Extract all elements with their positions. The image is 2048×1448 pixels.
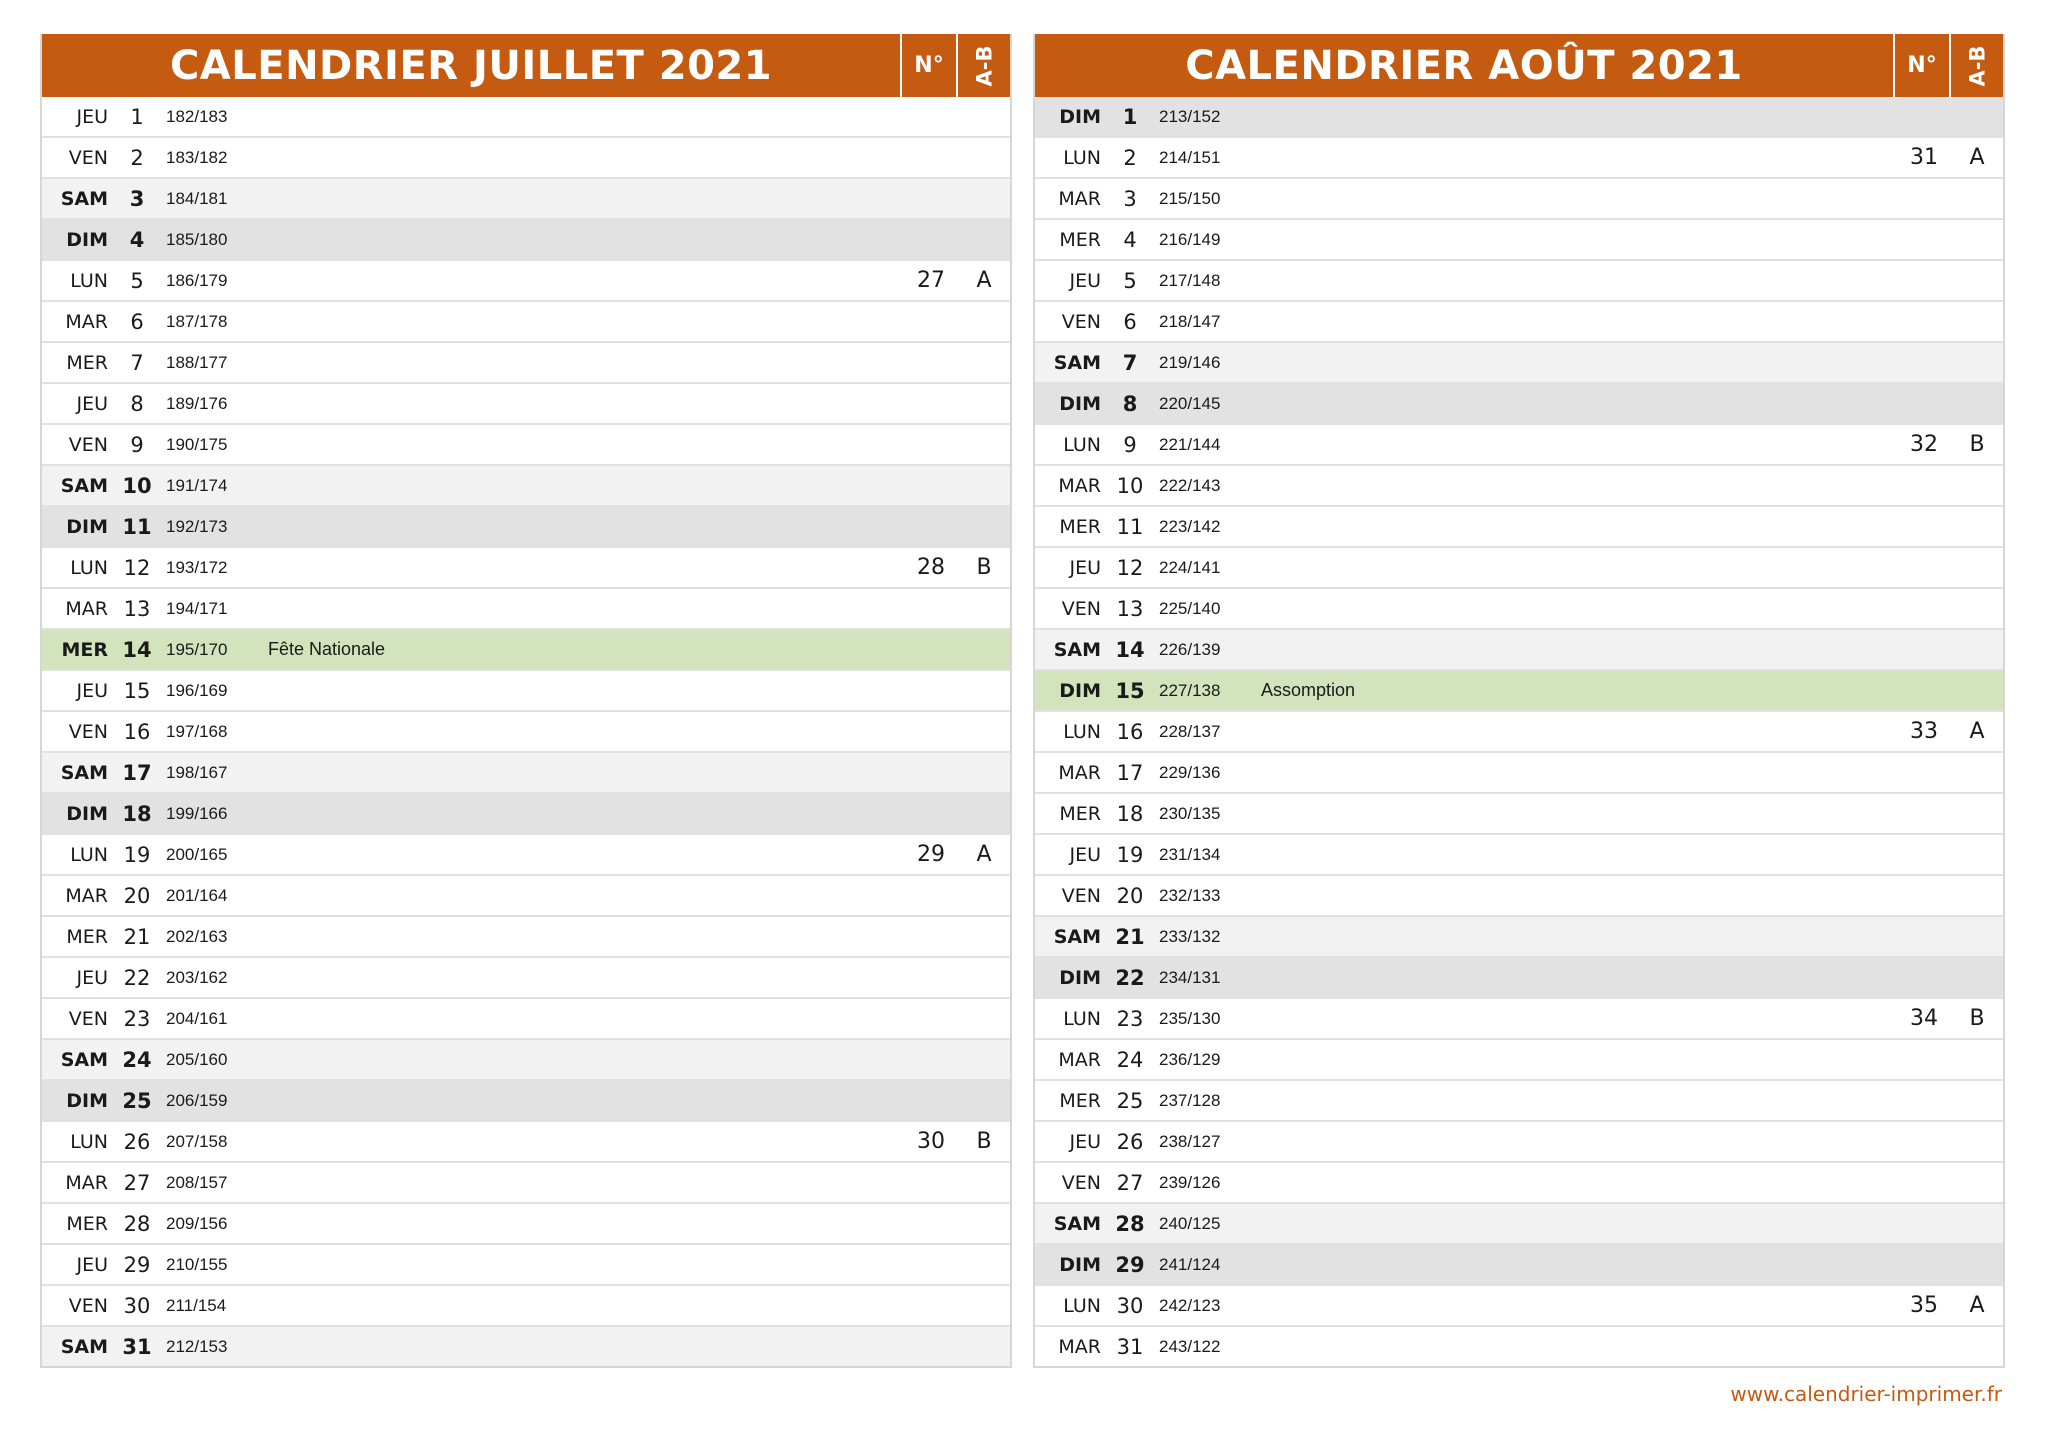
day-name: SAM (1053, 1212, 1101, 1235)
day-row (42, 874, 1010, 915)
day-number: 27 (123, 1170, 151, 1195)
day-number: 25 (1116, 1088, 1144, 1113)
week-number: 30 (917, 1129, 945, 1154)
day-number: 28 (123, 1211, 151, 1236)
day-row (42, 218, 1010, 259)
day-name: JEU (1069, 843, 1101, 866)
day-of-year: 183/182 (166, 147, 228, 167)
day-number: 30 (123, 1293, 151, 1318)
day-number: 27 (1116, 1170, 1144, 1195)
day-of-year: 201/164 (166, 885, 228, 905)
ab-week: A (976, 268, 992, 293)
day-number: 26 (123, 1129, 151, 1154)
day-name: MER (66, 1212, 108, 1235)
day-number: 7 (130, 350, 144, 375)
day-of-year: 225/140 (1159, 598, 1221, 618)
day-name: MAR (1058, 474, 1101, 497)
day-row (42, 546, 1010, 587)
day-of-year: 187/178 (166, 311, 228, 331)
week-number-header: N° (1893, 34, 1949, 97)
day-of-year: 222/143 (1159, 475, 1221, 495)
day-of-year: 220/145 (1159, 393, 1221, 413)
calendar-header (1035, 34, 2003, 97)
day-of-year: 235/130 (1159, 1008, 1221, 1028)
day-name: SAM (60, 474, 108, 497)
day-number: 5 (130, 268, 144, 293)
day-number: 20 (123, 883, 151, 908)
day-name: SAM (1053, 638, 1101, 661)
day-number: 5 (1123, 268, 1137, 293)
day-row (42, 259, 1010, 300)
day-name: MER (1059, 1089, 1101, 1112)
day-name: SAM (60, 761, 108, 784)
day-number: 3 (1123, 186, 1137, 211)
day-number: 2 (130, 145, 144, 170)
day-row (1035, 259, 2003, 300)
day-name: MAR (65, 597, 108, 620)
day-name: JEU (76, 392, 108, 415)
day-name: VEN (68, 720, 108, 743)
day-name: SAM (60, 1048, 108, 1071)
day-name: MER (66, 925, 108, 948)
day-row (42, 1038, 1010, 1079)
day-of-year: 239/126 (1159, 1172, 1221, 1192)
day-of-year: 243/122 (1159, 1336, 1221, 1356)
day-row (1035, 177, 2003, 218)
week-number: 28 (917, 555, 945, 580)
day-name: MER (1059, 515, 1101, 538)
day-name: DIM (66, 802, 108, 825)
day-row (42, 628, 1010, 669)
day-of-year: 232/133 (1159, 885, 1221, 905)
day-of-year: 217/148 (1159, 270, 1221, 290)
day-name: VEN (1061, 1171, 1101, 1194)
day-name: LUN (1063, 146, 1101, 169)
day-number: 9 (130, 432, 144, 457)
day-number: 11 (122, 514, 152, 539)
calendar-july (40, 34, 1012, 1368)
day-number: 18 (122, 801, 152, 826)
day-number: 30 (1116, 1293, 1144, 1318)
website-link[interactable]: www.calendrier-imprimer.fr (1730, 1382, 2002, 1406)
day-name: LUN (1063, 1007, 1101, 1030)
day-row (42, 1120, 1010, 1161)
week-number: 32 (1910, 432, 1938, 457)
day-name: DIM (66, 228, 108, 251)
day-row (42, 423, 1010, 464)
day-name: LUN (70, 269, 108, 292)
ab-week: B (1969, 1006, 1985, 1031)
day-row (42, 177, 1010, 218)
day-of-year: 204/161 (166, 1008, 228, 1028)
day-number: 14 (122, 637, 152, 662)
day-of-year: 202/163 (166, 926, 228, 946)
day-number: 28 (1115, 1211, 1145, 1236)
calendar-august (1033, 34, 2005, 1368)
day-of-year: 230/135 (1159, 803, 1221, 823)
day-row (42, 505, 1010, 546)
day-of-year: 209/156 (166, 1213, 228, 1233)
day-of-year: 186/179 (166, 270, 228, 290)
day-number: 4 (129, 227, 145, 252)
day-of-year: 198/167 (166, 762, 228, 782)
ab-week-header (1949, 34, 2003, 97)
day-name: MER (1059, 228, 1101, 251)
day-of-year: 185/180 (166, 229, 228, 249)
day-number: 23 (1116, 1006, 1144, 1031)
day-name: JEU (76, 679, 108, 702)
day-name: MAR (65, 1171, 108, 1194)
day-row (1035, 97, 2003, 136)
day-row (42, 97, 1010, 136)
day-row (1035, 792, 2003, 833)
day-name: SAM (60, 187, 108, 210)
day-row (1035, 956, 2003, 997)
day-row (42, 587, 1010, 628)
day-number: 3 (129, 186, 145, 211)
day-number: 11 (1116, 514, 1144, 539)
day-of-year: 238/127 (1159, 1131, 1221, 1151)
day-number: 16 (1116, 719, 1144, 744)
day-number: 21 (1115, 924, 1145, 949)
day-name: LUN (1063, 1294, 1101, 1317)
day-row (42, 710, 1010, 751)
day-number: 19 (1116, 842, 1144, 867)
week-number: 34 (1910, 1006, 1938, 1031)
ab-week: B (976, 1129, 992, 1154)
day-row (42, 1243, 1010, 1284)
day-of-year: 206/159 (166, 1090, 228, 1110)
day-name: JEU (1069, 269, 1101, 292)
day-row (1035, 505, 2003, 546)
day-row (42, 669, 1010, 710)
day-of-year: 237/128 (1159, 1090, 1221, 1110)
day-number: 31 (1116, 1334, 1144, 1359)
day-name: JEU (76, 105, 108, 128)
day-number: 22 (1115, 965, 1145, 990)
day-row (1035, 1202, 2003, 1243)
day-of-year: 190/175 (166, 434, 228, 454)
day-row (1035, 833, 2003, 874)
day-of-year: 200/165 (166, 844, 228, 864)
day-number: 21 (123, 924, 151, 949)
day-row (42, 792, 1010, 833)
day-row (1035, 1079, 2003, 1120)
day-rows (1035, 97, 2003, 1366)
day-name: JEU (76, 1253, 108, 1276)
day-name: LUN (1063, 433, 1101, 456)
calendar-title: CALENDRIER AOÛT 2021 (1185, 42, 1743, 89)
day-of-year: 213/152 (1159, 106, 1221, 126)
ab-week: B (976, 555, 992, 580)
day-name: DIM (1059, 679, 1101, 702)
day-row (1035, 1243, 2003, 1284)
day-row (1035, 915, 2003, 956)
day-name: MAR (1058, 761, 1101, 784)
day-row (42, 382, 1010, 423)
day-of-year: 195/170 (166, 639, 228, 659)
day-number: 25 (122, 1088, 152, 1113)
day-of-year: 184/181 (166, 188, 228, 208)
week-number-header: N° (900, 34, 956, 97)
day-row (1035, 1325, 2003, 1366)
day-of-year: 214/151 (1159, 147, 1221, 167)
day-number: 26 (1116, 1129, 1144, 1154)
day-of-year: 203/162 (166, 967, 228, 987)
day-rows (42, 97, 1010, 1366)
day-of-year: 208/157 (166, 1172, 228, 1192)
day-number: 4 (1123, 227, 1137, 252)
day-of-year: 233/132 (1159, 926, 1221, 946)
day-of-year: 227/138 (1159, 680, 1221, 700)
day-name: VEN (68, 1007, 108, 1030)
week-number: 29 (917, 842, 945, 867)
day-name: DIM (66, 1089, 108, 1112)
day-of-year: 229/136 (1159, 762, 1221, 782)
day-number: 1 (1122, 104, 1138, 129)
week-number: 33 (1910, 719, 1938, 744)
day-name: SAM (1053, 925, 1101, 948)
day-of-year: 226/139 (1159, 639, 1221, 659)
ab-week: A (1969, 1293, 1985, 1318)
day-row (42, 997, 1010, 1038)
day-row (1035, 587, 2003, 628)
day-row (42, 300, 1010, 341)
ab-week-header (956, 34, 1010, 97)
day-number: 20 (1116, 883, 1144, 908)
day-number: 7 (1122, 350, 1138, 375)
day-number: 17 (1116, 760, 1144, 785)
day-number: 10 (1116, 473, 1144, 498)
day-row (1035, 874, 2003, 915)
day-number: 8 (1122, 391, 1138, 416)
day-number: 6 (130, 309, 144, 334)
ab-week-header-label: A-B (971, 45, 996, 86)
day-number: 12 (123, 555, 151, 580)
day-row (1035, 1284, 2003, 1325)
day-row (1035, 1120, 2003, 1161)
day-name: VEN (1061, 884, 1101, 907)
day-row (1035, 546, 2003, 587)
week-number: 27 (917, 268, 945, 293)
day-row (1035, 136, 2003, 177)
event-label: Assomption (1261, 680, 1356, 700)
day-of-year: 216/149 (1159, 229, 1221, 249)
day-of-year: 234/131 (1159, 967, 1221, 987)
day-row (42, 833, 1010, 874)
day-of-year: 197/168 (166, 721, 228, 741)
day-of-year: 205/160 (166, 1049, 228, 1069)
day-of-year: 240/125 (1159, 1213, 1221, 1233)
day-row (1035, 341, 2003, 382)
day-name: MER (66, 351, 108, 374)
calendar-header (42, 34, 1010, 97)
day-row (1035, 382, 2003, 423)
day-row (1035, 751, 2003, 792)
day-number: 1 (130, 104, 144, 129)
ab-week: A (1969, 145, 1985, 170)
day-row (42, 464, 1010, 505)
day-row (1035, 669, 2003, 710)
day-name: MER (1059, 802, 1101, 825)
day-name: MER (61, 638, 108, 661)
day-name: LUN (70, 556, 108, 579)
ab-week: B (1969, 432, 1985, 457)
day-number: 19 (123, 842, 151, 867)
calendar-title: CALENDRIER JUILLET 2021 (169, 42, 773, 89)
day-row (42, 1202, 1010, 1243)
day-number: 13 (123, 596, 151, 621)
day-name: VEN (68, 433, 108, 456)
day-row (1035, 1038, 2003, 1079)
day-number: 13 (1116, 596, 1144, 621)
day-name: LUN (70, 843, 108, 866)
day-number: 14 (1115, 637, 1145, 662)
day-number: 24 (1116, 1047, 1144, 1072)
day-of-year: 210/155 (166, 1254, 228, 1274)
day-row (1035, 710, 2003, 751)
day-number: 15 (1115, 678, 1145, 703)
day-of-year: 194/171 (166, 598, 228, 618)
day-name: DIM (66, 515, 108, 538)
day-of-year: 193/172 (166, 557, 228, 577)
day-number: 18 (1116, 801, 1144, 826)
day-name: DIM (1059, 1253, 1101, 1276)
day-number: 31 (122, 1334, 152, 1359)
day-of-year: 219/146 (1159, 352, 1221, 372)
day-of-year: 236/129 (1159, 1049, 1221, 1069)
day-row (1035, 1161, 2003, 1202)
day-of-year: 228/137 (1159, 721, 1221, 741)
day-of-year: 223/142 (1159, 516, 1221, 536)
day-name: VEN (1061, 597, 1101, 620)
day-name: VEN (68, 1294, 108, 1317)
day-row (1035, 218, 2003, 259)
day-name: MAR (1058, 1048, 1101, 1071)
week-number: 35 (1910, 1293, 1938, 1318)
day-name: MAR (65, 310, 108, 333)
day-of-year: 207/158 (166, 1131, 228, 1151)
ab-week: A (1969, 719, 1985, 744)
day-of-year: 188/177 (166, 352, 228, 372)
ab-week-header-label: A-B (1964, 45, 1989, 86)
day-number: 6 (1123, 309, 1137, 334)
day-name: JEU (76, 966, 108, 989)
day-name: SAM (60, 1335, 108, 1358)
day-row (1035, 423, 2003, 464)
day-of-year: 211/154 (166, 1295, 227, 1315)
day-of-year: 241/124 (1159, 1254, 1221, 1274)
day-of-year: 191/174 (166, 475, 228, 495)
day-row (42, 1325, 1010, 1366)
day-of-year: 242/123 (1159, 1295, 1221, 1315)
day-number: 9 (1123, 432, 1137, 457)
day-number: 16 (123, 719, 151, 744)
day-number: 29 (1115, 1252, 1145, 1277)
day-name: MAR (1058, 187, 1101, 210)
day-name: SAM (1053, 351, 1101, 374)
day-name: JEU (1069, 1130, 1101, 1153)
day-of-year: 231/134 (1159, 844, 1221, 864)
day-name: JEU (1069, 556, 1101, 579)
day-number: 23 (123, 1006, 151, 1031)
day-number: 22 (123, 965, 151, 990)
day-number: 29 (123, 1252, 151, 1277)
day-row (42, 1284, 1010, 1325)
day-number: 15 (123, 678, 151, 703)
event-label: Fête Nationale (268, 639, 386, 659)
day-of-year: 221/144 (1159, 434, 1221, 454)
day-row (42, 341, 1010, 382)
day-of-year: 182/183 (166, 106, 228, 126)
day-row (1035, 628, 2003, 669)
day-row (1035, 464, 2003, 505)
day-of-year: 212/153 (166, 1336, 228, 1356)
day-name: VEN (1061, 310, 1101, 333)
day-row (42, 751, 1010, 792)
day-row (1035, 300, 2003, 341)
day-of-year: 199/166 (166, 803, 228, 823)
day-of-year: 215/150 (1159, 188, 1221, 208)
day-number: 2 (1123, 145, 1137, 170)
ab-week: A (976, 842, 992, 867)
day-row (42, 1161, 1010, 1202)
day-row (42, 956, 1010, 997)
day-of-year: 189/176 (166, 393, 228, 413)
day-number: 24 (122, 1047, 152, 1072)
day-name: DIM (1059, 392, 1101, 415)
day-name: LUN (70, 1130, 108, 1153)
day-of-year: 218/147 (1159, 311, 1221, 331)
day-of-year: 192/173 (166, 516, 228, 536)
day-name: VEN (68, 146, 108, 169)
day-number: 10 (122, 473, 152, 498)
day-row (1035, 997, 2003, 1038)
day-name: MAR (65, 884, 108, 907)
day-name: DIM (1059, 105, 1101, 128)
day-of-year: 224/141 (1159, 557, 1221, 577)
week-number: 31 (1910, 145, 1938, 170)
day-name: MAR (1058, 1335, 1101, 1358)
day-name: LUN (1063, 720, 1101, 743)
day-name: DIM (1059, 966, 1101, 989)
day-row (42, 1079, 1010, 1120)
day-number: 12 (1116, 555, 1144, 580)
day-row (42, 136, 1010, 177)
day-of-year: 196/169 (166, 680, 228, 700)
day-number: 17 (122, 760, 152, 785)
day-number: 8 (130, 391, 144, 416)
day-row (42, 915, 1010, 956)
